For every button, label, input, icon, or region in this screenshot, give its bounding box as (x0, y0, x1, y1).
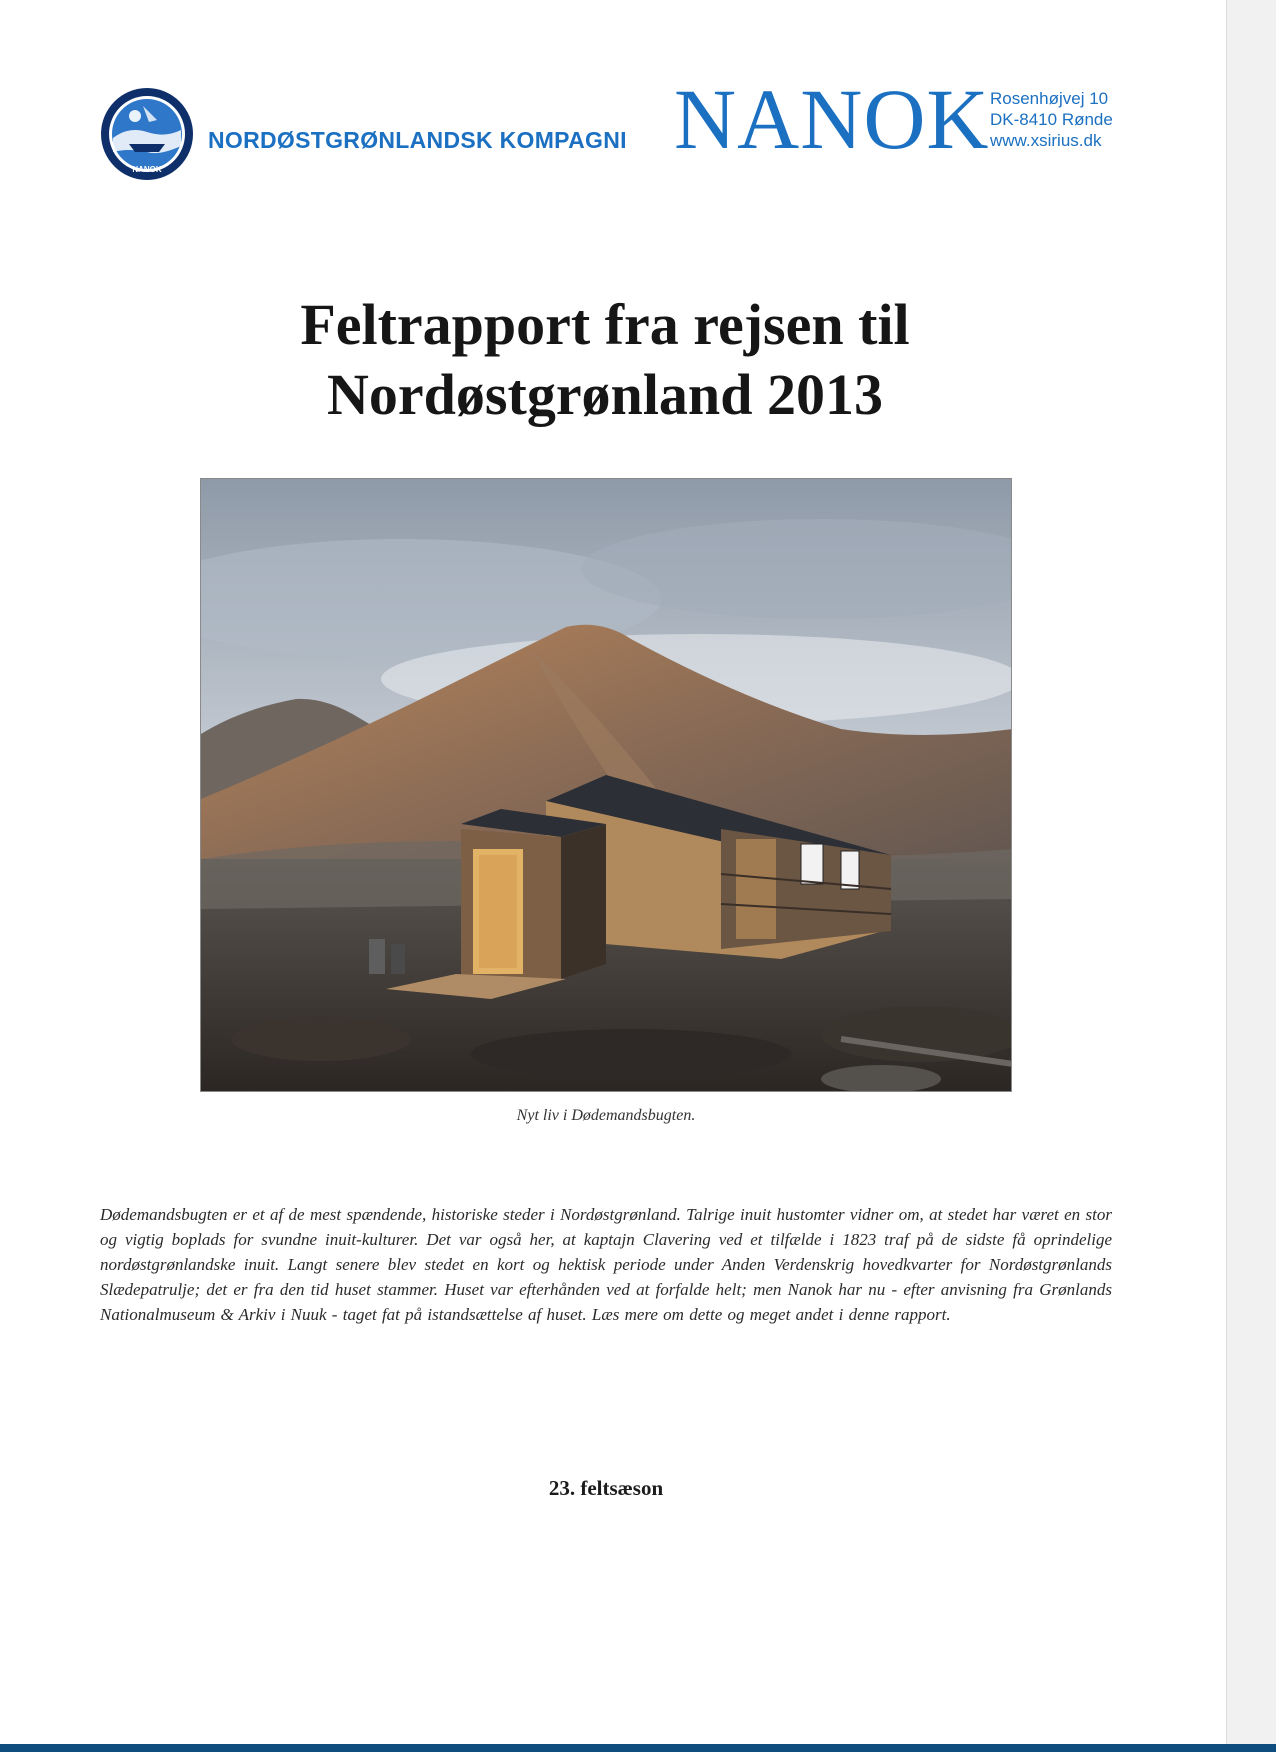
company-name: NORDØSTGRØNLANDSK KOMPAGNI (208, 127, 627, 153)
bottom-band (0, 1744, 1276, 1752)
address-city: DK-8410 Rønde (990, 110, 1113, 129)
title-line-2: Nordøstgrønland 2013 (327, 362, 883, 427)
company-address (990, 88, 1113, 151)
cover-photo (200, 478, 1012, 1092)
address-street: Rosenhøjvej 10 (990, 89, 1109, 108)
seal-text: NANOK (132, 165, 162, 174)
page-title (200, 290, 1010, 430)
photo-hut-mountain (201, 479, 1012, 1092)
intro-paragraph: Dødemandsbugten er et af de mest spændende, historiske steder i Nordøstgrønland. Talrige inuit hustomter vidner om, at stedet har været en stor og vigtig boplads for svundne inuit-kulturer. Det var også her, at kaptajn Clavering ved et tilfælde i 1823 traf på de sidste få oprindelige nordøstgrønlandske inuit. Langt senere blev stedet en kort og hektisk periode under Anden Verdenskrig hovedkvarter for Nordøstgrønlands Slædepatrulje; det er fra den tid huset stammer. Huset var efterhånden ved at forfalde helt; men Nanok har nu - efter anvisning fra Grønlands Nationalmuseum & Arkiv i Nuuk - taget fat på istandsættelse af huset. Læs mere om dette og meget andet i denne rapport. (100, 1205, 1112, 1324)
title-line-1: Feltrapport fra rejsen til (300, 292, 910, 357)
page-edge (1226, 0, 1276, 1752)
nanok-seal-logo (99, 86, 195, 182)
brand-wordmark: NANOK (674, 71, 990, 167)
address-website: www.xsirius.dk (990, 131, 1102, 150)
field-season: 23. feltsæson (548, 1476, 664, 1500)
photo-caption: Nyt liv i Dødemandsbugten. (516, 1107, 696, 1124)
